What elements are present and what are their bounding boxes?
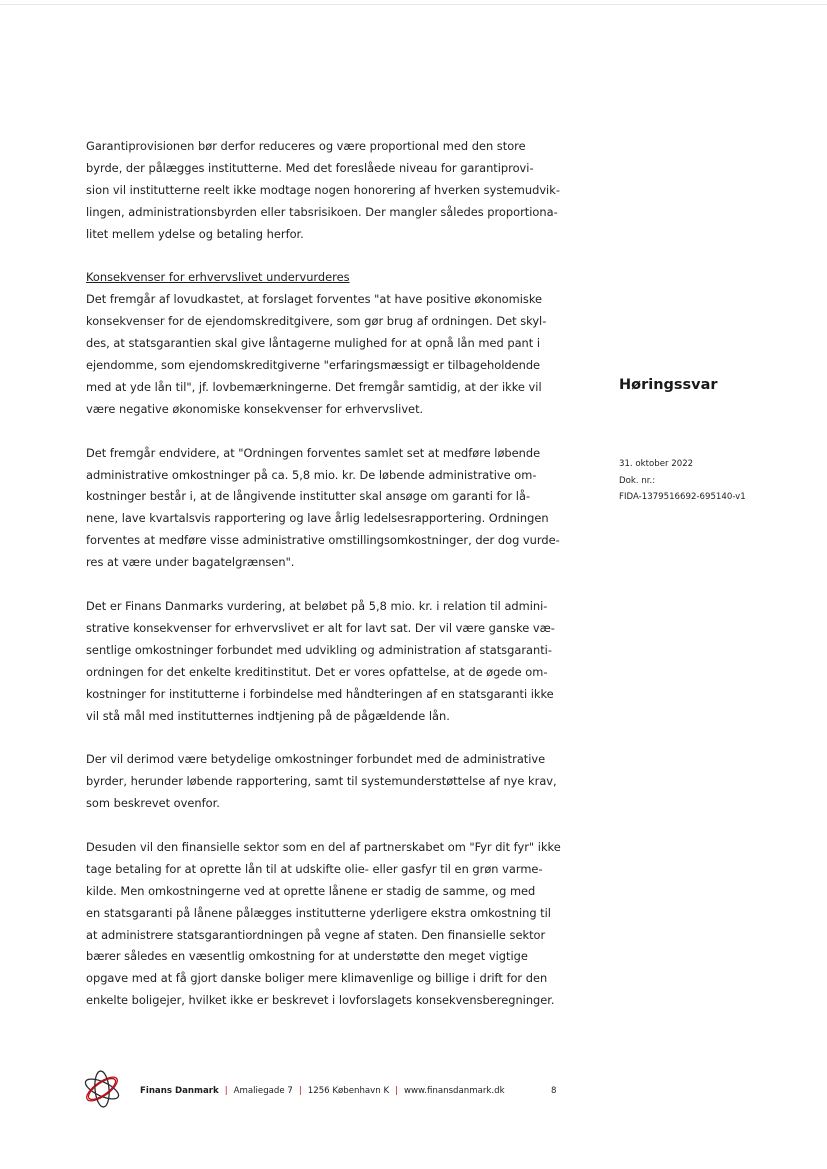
text-line: Desuden vil den finansielle sektor som en del af partnerskabet om "Fyr dit fyr" ikke [86,839,561,854]
text-line: være negative økonomiske konsekvenser for erhvervslivet. [86,401,424,416]
text-line: med at yde lån til", jf. lovbemærkningerne. Det fremgår samtidig, at der ikke vil [86,379,542,394]
text-line: sentlige omkostninger forbundet med udvikling og administration af statsgaranti- [86,642,552,657]
text-line: som beskrevet ovenfor. [86,796,220,811]
footer-separator: | [298,1086,302,1096]
text-line: tage betaling for at oprette lån til at udskifte olie- eller gasfyr til en grøn varme- [86,861,543,876]
document-type-title: Høringssvar [619,377,718,393]
document-number-label: Dok. nr.: [619,475,656,486]
document-number: FIDA-1379516692-695140-v1 [619,492,746,503]
footer-street: Amaliegade 7 [233,1086,293,1096]
text-line: bærer således en væsentlig omkostning for at understøtte den meget vigtige [86,949,528,964]
text-line: vil stå mål med institutternes indtjening på de pågældende lån. [86,708,450,723]
page-top-edge [0,4,827,5]
document-date: 31. oktober 2022 [619,459,694,469]
text-line: lingen, administrationsbyrden eller tabsrisikoen. Der mangler således proportiona- [86,204,558,219]
text-line: en statsgaranti på lånene pålægges institutterne yderligere ekstra omkostning til [86,905,551,920]
text-line: enkelte boligejer, hvilket ikke er beskrevet i lovforslagets konsekvensberegninger. [86,993,555,1008]
text-line: konsekvenser for de ejendomskreditgivere, som gør brug af ordningen. Det skyl- [86,314,547,329]
footer-website-link[interactable]: www.finansdanmark.dk [403,1086,505,1096]
paragraph-administrative-costs-quote [86,443,564,574]
text-line: litet mellem ydelse og betaling herfor. [86,226,304,241]
text-line: nene, lave kvartalsvis rapportering og lave årlig ledelsesrapportering. Ordningen [86,511,549,526]
paragraph-finans-danmark-assessment [86,596,564,727]
paragraph-significant-costs [86,749,564,815]
paragraph-fyr-dit-fyr [86,837,564,1012]
footer-contact-line [140,1086,505,1096]
text-line: ejendomme, som ejendomskreditgiverne "erfaringsmæssigt er tilbageholdende [86,358,541,373]
text-line: sion vil institutterne reelt ikke modtage nogen honorering af hverken systemudvik- [86,182,560,197]
text-line: kilde. Men omkostningerne ved at oprette lånene er stadig de samme, og med [86,883,536,898]
text-line: Garantiprovisionen bør derfor reduceres og være proportional med den store [86,139,526,153]
footer-separator: | [224,1086,228,1096]
footer-city: 1256 København K [307,1086,390,1096]
text-line: des, at statsgarantien skal give låntagerne mulighed for at opnå lån med pant i [86,336,541,351]
text-line: kostninger for institutterne i forbindelse med håndteringen af en statsgaranti ikke [86,686,554,701]
text-line: administrative omkostninger på ca. 5,8 mio. kr. De løbende administrative om- [86,467,537,482]
text-line: res at være under bagatelgrænsen". [86,555,295,570]
text-line: ordningen for det enkelte kreditinstitut. Det er vores opfattelse, at de øgede om- [86,664,548,679]
text-line: Der vil derimod være betydelige omkostninger forbundet med de administrative [86,752,546,767]
paragraph-guarantee-commission [86,136,564,246]
page-number: 8 [551,1086,557,1096]
footer-brand: Finans Danmark [140,1086,219,1096]
text-line: byrder, herunder løbende rapportering, samt til systemunderstøttelse af nye krav, [86,774,557,789]
document-body [86,136,564,1034]
paragraph-business-consequences [86,267,564,420]
section-heading: Konsekvenser for erhvervslivet undervurderes [86,270,350,285]
text-line: forventes at medføre visse administrative omstillingsomkostninger, der dog vurde- [86,533,560,548]
text-line: byrde, der pålægges institutterne. Med det foreslåede niveau for garantiprovi- [86,160,534,175]
text-line: strative konsekvenser for erhvervslivet er alt for lavt sat. Der vil være ganske væ- [86,620,555,635]
text-line: at administrere statsgarantiordningen på vegne af staten. Den finansielle sektor [86,927,546,942]
text-line: Det fremgår endvidere, at "Ordningen forventes samlet set at medføre løbende [86,445,541,460]
document-metadata [619,456,746,506]
finans-danmark-logo-icon [80,1067,124,1111]
text-line: Det er Finans Danmarks vurdering, at beløbet på 5,8 mio. kr. i relation til admini- [86,598,548,613]
footer-separator: | [395,1086,398,1096]
page-footer [80,1067,570,1111]
text-line: kostninger består i, at de långivende institutter skal ansøge om garanti for lå- [86,489,531,504]
text-line: Det fremgår af lovudkastet, at forslaget forventes "at have positive økonomiske [86,292,543,307]
text-line: opgave med at få gjort danske boliger mere klimavenlige og billige i drift for den [86,971,548,986]
